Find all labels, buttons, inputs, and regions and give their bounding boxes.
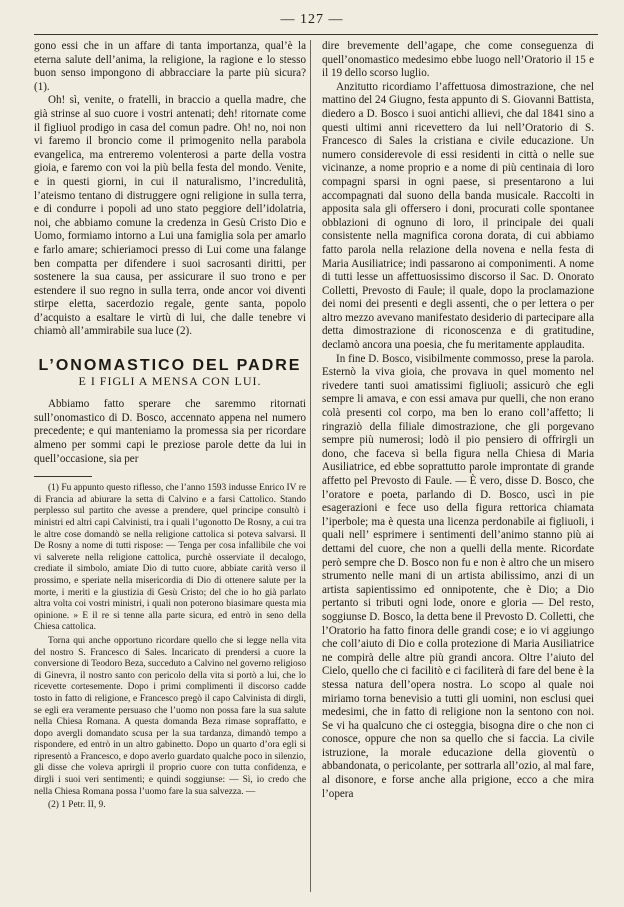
paragraph: Anzitutto ricordiamo l’affettuosa dimostrazione, che nel mattino del 24 Giugno, festa appunto di S. Giovanni Battista, diedero a D. Bosco i suoi antichi allievi, che dal 1841 sino a questi ultimi anni ricevettero da lui nell’Oratorio di S. Francesco di Sales la cristiana e civile educazione. Un numero considerevole di essi residenti in città o nelle sue vicinanze, a nome proprio e a nome di più centinaia di loro compagni sparsi in ogni paese, si presentarono a lui accompagnati dal suono della banda musicale. Raccolti in apposita sala gli offersero i doni, procurati colle spontanee obblazioni di ognuno di loro, il principale dei quali consistente nella magnifica corona dorata, di cui abbiamo fatto parola nella relazione della novena e nella festa di Maria Ausiliatrice; indi passarono ai componimenti. A nome di tutti lesse un affettuosissimo discorso il Sac. D. Onorato Colletti, Prevosto di Faule; il quale, dopo la proclamazione dei nomi dei presenti e degli assenti, che o per lettera o per altro mezzo avevano manifestato desiderio di partecipare alla detta dimostrazione di riconoscenza e di gratitudine, declamò ancora una poesia, che fu meritamente applaudita. xyxy=(322,80,594,352)
paragraph: Abbiamo fatto sperare che saremmo ritornati sull’onomastico di D. Bosco, accennato appena nel numero precedente; e qui manteniamo la promessa sia per ricordare almeno per sommi capi le preziose parole dette da lui in quell’occasione, sia per xyxy=(34,398,306,465)
article-subtitle: E I FIGLI A MENSA CON LUI. xyxy=(78,373,262,388)
right-column xyxy=(322,40,594,801)
paragraph: Oh! sì, venite, o fratelli, in braccio a quella madre, che già strinse al suo cuore i vostri antenati; deh! ritornate come il figliuol prodigo in casa del comun padre. Oh! no, noi non vi faremo il broncio come il primogenito nella parabola evangelica, ma entreremo volenterosi a parte della vostra gioia, e faremo con voi la più bella festa del mondo. Venite, e in questi giorni, in cui il naturalismo, l’incredulità, l’ateismo tentano di distruggere ogni religione in sulla terra, e di condurre i popoli ad uno stato peggiore dell’idolatria, noi, che abbiamo comune la credenza in Gesù Cristo Dio e Uomo, formiamo intorno a Lui una famiglia sola per amarlo e farlo amare; schieriamoci presso di Lui come una falange ben compatta per difendere i suoi sacrosanti diritti, per sostenere la sua causa, per assicurare il suo trono e per estendere il suo regno in sulla terra, onde ancor voi diventi stirpe eletta, sacerdozio regale, gente santa, popolo d’acquisto a esaltare le virtù di lui, che dalle tenebre vi chiamò all’ammirabile sua luce (2). xyxy=(34,94,306,338)
footnote: Torna qui anche opportuno ricordare quello che si legge nella vita del nostro S. Francesco di Sales. Incaricato di prendersi a cuore la conversione di Teodoro Beza, succeduto a Calvino nel governo religioso di Ginevra, il nostro santo con pericolo della vita si portò a lui, che lo ricevette cortesemente. Dopo i primi complimenti il discorso cadde tosto in fatto di religione, e Francesco pregò il capo Calvinista di dirgli, se egli era veramente persuaso che l’uomo non possa fare la sua salute nella Chiesa Romana. A questa domanda Beza rimase sopraffatto, e dopo avergli domandato scusa per la sua tardanza, dimandò tempo a rispondere, ed entrò in un altro gabinetto. Dopo un quarto d’ora egli si ripresentò a Francesco, e dopo averlo guardato qualche poco in silenzio, gli disse che voleva aprirgli il proprio cuore con tutta confidenza, e dirgli i suoi veri sentimenti; e quindi soggiunse: — Sì, io credo che nella Chiesa Romana possa l’uomo fare la sua salvezza. — xyxy=(34,635,307,797)
header-rule xyxy=(34,34,598,35)
paragraph: dire brevemente dell’agape, che come conseguenza di quell’onomastico medesimo ebbe luogo nell’Oratorio il 15 e il 19 dello scorso luglio. xyxy=(322,40,594,80)
left-column xyxy=(34,40,306,812)
paragraph: gono essi che in un affare di tanta importanza, qual’è la eterna salute dell’anima, la religione, la ragione e lo stesso buon senso impongono di abbracciare la parte più sicura? (1). xyxy=(34,40,306,93)
column-separator xyxy=(310,40,311,892)
footnote: (1) Fu appunto questo riflesso, che l’anno 1593 indusse Enrico IV re di Francia ad abiurare la setta di Calvino e a farsi Cattolico. Stando perplesso sul partito che avesse a prendere, quel principe consultò i ministri ed altri capi Calvinisti, tra i quali l’ugonotto De Rosny, a cui tra le altre cose domandò se nella religione cattolica si poteva salvarsi. Il De Rosny a nome di tutti rispose: — Tenga per cosa infallibile che voi vi salverete nella religione cattolica, purchè osserviate il decalogo, crediate il simbolo, amiate Dio di tutto cuore, abbiate carità verso il prossimo, e speriate nella misericordia di Dio di ottenere salute per la morte, i meriti e la giustizia di Gesù Cristo; del che io ho già parlato altra volta coi vostri ministri, i quali non poterono biasimare questa mia opinione. » E il re si tenne alla parte sicura, ed entrò in seno della Chiesa cattolica. xyxy=(34,483,306,633)
page-number: — 127 — xyxy=(280,12,344,27)
footnote-rule xyxy=(34,476,92,477)
paragraph: In fine D. Bosco, visibilmente commosso, prese la parola. Esternò la viva gioia, che provava in quel momento nel rivedere tanti suoi amatissimi figliuoli; assicurò che egli sempre li amava, e con essi amava pur quelli, che non erano colà presenti col corpo, ma ben lo erano coll’affetto; li ringraziò della filiale dimostrazione, che gli porgevano sempre più numerosi; lodò il pio pensiero di offrirgli un dono, che faceva sì bella figura nella Chiesa di Maria Ausiliatrice, ed ebbe soprattutto parole improntate di grande affetto pel Prevosto di Faule. — È vero, disse D. Bosco, che l’oratore e poeta, parlando di D. Bosco, uscì in pie esagerazioni e fece uso della figura rettorica chiamata l’iperbole; ma è questa una licenza perdonabile ai figliuoli, i quali nell’ esprimere i sentimenti dell’animo stanno più ai dettami del cuore, che non a quelli della mente. Ricordate però sempre che D. Bosco non fu e non è altro che un misero strumento nelle mani di un artista abilissimo, anzi di un artista sapientissimo ed onnipotente, che è Dio; a Dio pertanto si tributi ogni lode, onore e gloria — Del resto, soggiunse D. Bosco, la detta bene il Prevosto D. Colletti, che l’Oratorio ha fatto finora delle grandi cose; e io vi aggiungo che coll’aiuto di Dio e colla protezione di Maria Ausiliatrice ne compirà delle altre più grandi ancora. Oltre l’aiuto del Cielo, quello che ci facilitò e ci faciliterà di fare del bene è la stessa natura dell’opera nostra. Lo scopo al quale noi miriamo torna benevisio a tutti gli uomini, non esclusi quei medesimi, che in fatto di religione non la sentono con noi. Se vi ha qualcuno che ci osteggia, bisogna dire o che non ci conosce, oppure che non sa quello che si faccia. La civile istruzione, la morale educazione della gioventù o abbandonata, o pericolante, per sottrarla all’ozio, al mal fare, al disonore, e forse anche alla prigione, ecco a che mira l’opera xyxy=(322,352,594,800)
article-title: L’ONOMASTICO DEL PADRE xyxy=(38,357,302,375)
footnote: (2) 1 Petr. II, 9. xyxy=(48,800,106,811)
